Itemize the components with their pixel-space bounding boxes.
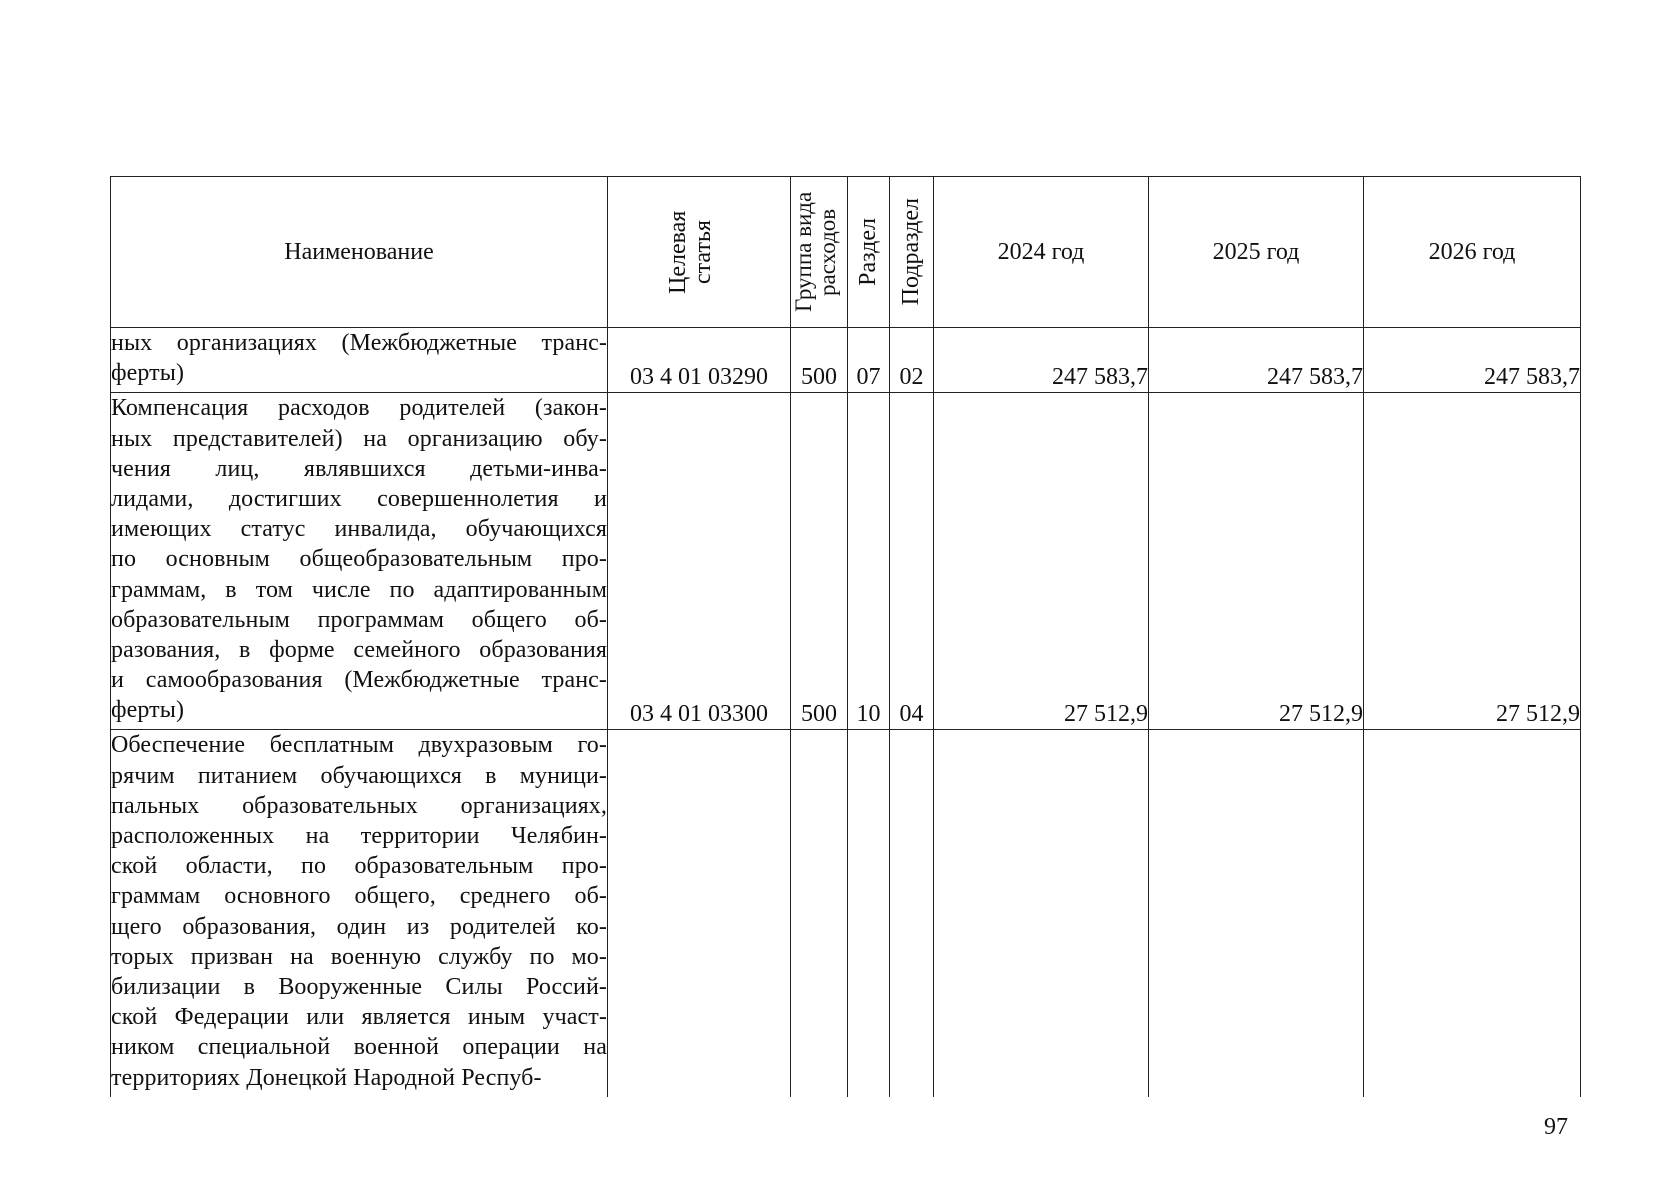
spacer — [1149, 855, 1363, 885]
spacer — [1364, 518, 1580, 548]
spacer — [1149, 332, 1363, 362]
row-target-article — [608, 328, 791, 393]
spacer — [848, 639, 889, 669]
spacer — [890, 488, 933, 518]
spacer — [934, 885, 1148, 915]
cell-value: 07 — [856, 364, 881, 391]
spacer — [848, 428, 889, 458]
spacer — [890, 669, 933, 699]
spacer — [608, 518, 790, 548]
spacer — [890, 579, 933, 609]
spacer — [791, 428, 847, 458]
spacer — [848, 885, 889, 915]
row-name-line: рячим питанием обучающихся в муници- — [111, 762, 607, 789]
spacer — [1364, 795, 1580, 825]
spacer — [791, 458, 847, 488]
spacer — [608, 397, 790, 427]
spacer — [848, 976, 889, 1006]
row-name — [111, 328, 608, 393]
row-year-2025 — [1149, 393, 1364, 730]
spacer — [848, 855, 889, 885]
spacer — [934, 458, 1148, 488]
spacer — [608, 639, 790, 669]
spacer — [608, 795, 790, 825]
spacer — [608, 458, 790, 488]
spacer — [890, 976, 933, 1006]
spacer — [934, 1036, 1148, 1066]
cell-value: 02 — [899, 364, 924, 391]
spacer — [791, 1006, 847, 1036]
cell-value — [1364, 1067, 1580, 1097]
row-name-line: ской Федерации или является иным участ- — [111, 1004, 607, 1031]
row-name-line: расположенных на территории Челябин- — [111, 823, 607, 849]
spacer — [890, 548, 933, 578]
spacer — [1364, 916, 1580, 946]
spacer — [1149, 825, 1363, 855]
spacer — [608, 1036, 790, 1066]
spacer — [934, 397, 1148, 427]
spacer — [791, 734, 847, 764]
row-year-2026 — [1364, 328, 1581, 393]
spacer — [1364, 639, 1580, 669]
spacer — [848, 518, 889, 548]
spacer — [1364, 1036, 1580, 1066]
spacer — [934, 669, 1148, 699]
row-target-article — [608, 730, 791, 1097]
spacer — [1149, 639, 1363, 669]
spacer — [791, 488, 847, 518]
spacer — [848, 332, 889, 362]
spacer — [608, 609, 790, 639]
spacer — [1149, 458, 1363, 488]
budget-table — [110, 176, 1581, 1097]
spacer — [890, 885, 933, 915]
spacer — [934, 518, 1148, 548]
spacer — [890, 946, 933, 976]
cell-value: 247 583,7 — [1267, 364, 1363, 391]
row-year-2025 — [1149, 730, 1364, 1097]
row-expense-group — [791, 393, 848, 730]
spacer — [608, 734, 790, 764]
spacer — [1149, 669, 1363, 699]
spacer — [934, 765, 1148, 795]
header-year-2025: 2025 год — [1149, 177, 1364, 328]
header-expense-group: Группа вида расходов — [791, 177, 848, 328]
spacer — [1364, 579, 1580, 609]
spacer — [1364, 855, 1580, 885]
spacer — [1149, 916, 1363, 946]
spacer — [791, 795, 847, 825]
spacer — [1149, 397, 1363, 427]
spacer — [608, 916, 790, 946]
spacer — [1364, 428, 1580, 458]
row-section — [848, 328, 890, 393]
row-year-2026 — [1364, 730, 1581, 1097]
spacer — [1364, 458, 1580, 488]
spacer — [1149, 765, 1363, 795]
spacer — [1364, 765, 1580, 795]
cell-value — [934, 1067, 1148, 1097]
cell-value: 04 — [899, 701, 924, 728]
row-name-line: чения лиц, являвшихся детьми-инва- — [111, 455, 607, 482]
page-number: 97 — [1544, 1114, 1568, 1140]
table-header-row — [111, 177, 1581, 328]
spacer — [608, 579, 790, 609]
spacer — [608, 1006, 790, 1036]
spacer — [1149, 1006, 1363, 1036]
row-subsection — [890, 730, 934, 1097]
spacer — [608, 765, 790, 795]
spacer — [791, 916, 847, 946]
cell-value — [848, 1067, 889, 1097]
spacer — [934, 946, 1148, 976]
cell-value: 27 512,9 — [1064, 701, 1148, 728]
header-name: Наименование — [111, 177, 608, 328]
spacer — [890, 765, 933, 795]
row-year-2024 — [934, 730, 1149, 1097]
spacer — [890, 855, 933, 885]
spacer — [934, 1006, 1148, 1036]
spacer — [1149, 548, 1363, 578]
row-name-line: билизации в Вооруженные Силы Россий- — [111, 973, 607, 1000]
spacer — [608, 332, 790, 362]
row-name-line: по основным общеобразовательным про- — [111, 546, 607, 573]
spacer — [1364, 825, 1580, 855]
cell-value: 500 — [801, 364, 837, 391]
spacer — [1149, 885, 1363, 915]
spacer — [890, 1006, 933, 1036]
spacer — [848, 1006, 889, 1036]
spacer — [1149, 518, 1363, 548]
spacer — [934, 332, 1148, 362]
row-name-line: ных организациях (Межбюджетные транс- — [111, 330, 607, 356]
spacer — [791, 855, 847, 885]
spacer — [890, 397, 933, 427]
spacer — [934, 855, 1148, 885]
spacer — [1149, 488, 1363, 518]
spacer — [791, 1036, 847, 1066]
spacer — [890, 825, 933, 855]
row-name-line: имеющих статус инвалида, обучающихся — [111, 516, 607, 543]
spacer — [934, 548, 1148, 578]
spacer — [1364, 669, 1580, 699]
spacer — [791, 639, 847, 669]
spacer — [890, 1036, 933, 1066]
spacer — [1364, 488, 1580, 518]
spacer — [608, 976, 790, 1006]
row-section — [848, 730, 890, 1097]
spacer — [1364, 1006, 1580, 1036]
row-name-line: лидами, достигших совершеннолетия и — [111, 485, 607, 512]
cell-value — [890, 1067, 933, 1097]
table-row — [111, 730, 1581, 1097]
header-section: Раздел — [848, 177, 890, 328]
row-name-line: ферты) — [111, 360, 185, 387]
spacer — [1364, 332, 1580, 362]
row-name-line: ферты) — [111, 697, 185, 724]
spacer — [608, 428, 790, 458]
row-year-2024 — [934, 328, 1149, 393]
row-year-2025 — [1149, 328, 1364, 393]
row-name-line: граммам основного общего, среднего об- — [111, 883, 607, 910]
spacer — [791, 609, 847, 639]
row-name — [111, 393, 608, 730]
row-year-2026 — [1364, 393, 1581, 730]
spacer — [934, 609, 1148, 639]
cell-value — [1149, 1067, 1363, 1097]
spacer — [791, 518, 847, 548]
spacer — [1364, 609, 1580, 639]
spacer — [1364, 946, 1580, 976]
spacer — [848, 669, 889, 699]
spacer — [934, 976, 1148, 1006]
spacer — [1364, 885, 1580, 915]
spacer — [848, 825, 889, 855]
row-name-line: Обеспечение бесплатным двухразовым го- — [111, 732, 607, 759]
spacer — [1149, 609, 1363, 639]
spacer — [791, 976, 847, 1006]
header-subsection: Подраздел — [890, 177, 934, 328]
spacer — [934, 428, 1148, 458]
row-name-line: разования, в форме семейного образования — [111, 636, 607, 663]
spacer — [1149, 428, 1363, 458]
row-year-2024 — [934, 393, 1149, 730]
spacer — [1149, 1036, 1363, 1066]
cell-value: 500 — [801, 701, 837, 728]
cell-value: 27 512,9 — [1279, 701, 1363, 728]
cell-value: 03 4 01 03290 — [630, 364, 768, 391]
spacer — [791, 825, 847, 855]
spacer — [1149, 946, 1363, 976]
spacer — [608, 548, 790, 578]
spacer — [791, 885, 847, 915]
row-expense-group — [791, 328, 848, 393]
cell-value: 10 — [856, 701, 881, 728]
row-section — [848, 393, 890, 730]
spacer — [890, 609, 933, 639]
spacer — [791, 397, 847, 427]
row-name-line: ской области, по образовательным про- — [111, 853, 607, 880]
spacer — [934, 795, 1148, 825]
spacer — [934, 734, 1148, 764]
cell-value: 03 4 01 03300 — [630, 701, 768, 728]
spacer — [848, 458, 889, 488]
row-name-line: торых призван на военную службу по мо- — [111, 943, 607, 970]
spacer — [1149, 579, 1363, 609]
spacer — [848, 1036, 889, 1066]
table-body — [111, 328, 1581, 1097]
cell-value — [791, 1067, 847, 1097]
spacer — [1364, 734, 1580, 764]
spacer — [848, 609, 889, 639]
spacer — [791, 332, 847, 362]
spacer — [848, 734, 889, 764]
row-name — [111, 730, 608, 1097]
spacer — [1149, 976, 1363, 1006]
spacer — [934, 825, 1148, 855]
spacer — [1364, 397, 1580, 427]
row-subsection — [890, 328, 934, 393]
spacer — [848, 765, 889, 795]
spacer — [934, 488, 1148, 518]
spacer — [848, 946, 889, 976]
spacer — [890, 639, 933, 669]
table-row — [111, 328, 1581, 393]
spacer — [791, 946, 847, 976]
cell-value: 247 583,7 — [1052, 364, 1148, 391]
spacer — [608, 825, 790, 855]
header-year-2024: 2024 год — [934, 177, 1149, 328]
spacer — [890, 518, 933, 548]
spacer — [791, 579, 847, 609]
row-name-line: территориях Донецкой Народной Респуб- — [111, 1064, 542, 1091]
spacer — [848, 916, 889, 946]
spacer — [608, 855, 790, 885]
row-name-line: ных представителей) на организацию обу- — [111, 425, 607, 452]
spacer — [934, 916, 1148, 946]
spacer — [1364, 548, 1580, 578]
row-target-article — [608, 393, 791, 730]
cell-value: 27 512,9 — [1496, 701, 1580, 728]
row-name-line: граммам, в том числе по адаптированным — [111, 576, 607, 603]
spacer — [848, 397, 889, 427]
row-name-line: пальных образовательных организациях, — [111, 792, 607, 819]
spacer — [791, 548, 847, 578]
spacer — [608, 488, 790, 518]
row-name-line: Компенсация расходов родителей (закон- — [111, 395, 607, 422]
spacer — [608, 669, 790, 699]
table-row — [111, 393, 1581, 730]
header-target-article: Целевая статья — [608, 177, 791, 328]
spacer — [1364, 976, 1580, 1006]
spacer — [848, 488, 889, 518]
spacer — [848, 795, 889, 825]
row-name-line: ником специальной военной операции на — [111, 1034, 607, 1061]
spacer — [791, 669, 847, 699]
cell-value — [608, 1067, 790, 1097]
spacer — [848, 548, 889, 578]
row-name-line: и самообразования (Межбюджетные транс- — [111, 667, 607, 694]
spacer — [1149, 795, 1363, 825]
spacer — [608, 885, 790, 915]
spacer — [890, 916, 933, 946]
spacer — [934, 639, 1148, 669]
spacer — [934, 579, 1148, 609]
spacer — [1149, 734, 1363, 764]
spacer — [791, 765, 847, 795]
row-expense-group — [791, 730, 848, 1097]
spacer — [890, 795, 933, 825]
spacer — [890, 734, 933, 764]
header-year-2026: 2026 год — [1364, 177, 1581, 328]
row-name-line: образовательным программам общего об- — [111, 606, 607, 633]
spacer — [608, 946, 790, 976]
spacer — [848, 579, 889, 609]
spacer — [890, 332, 933, 362]
cell-value: 247 583,7 — [1484, 364, 1580, 391]
spacer — [890, 428, 933, 458]
row-subsection — [890, 393, 934, 730]
row-name-line: щего образования, один из родителей ко- — [111, 913, 607, 940]
spacer — [890, 458, 933, 488]
